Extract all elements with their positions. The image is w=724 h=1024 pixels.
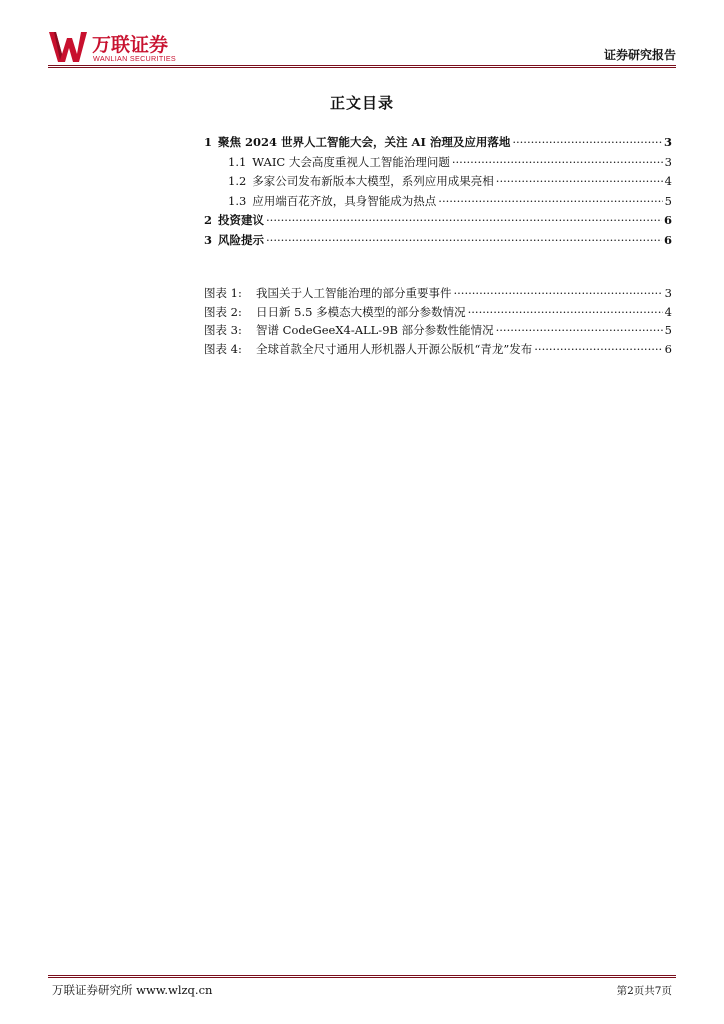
- dot-leader: [452, 155, 663, 167]
- logo-chinese-name: 万联证券: [92, 34, 169, 56]
- toc-entry[interactable]: [204, 134, 672, 154]
- figure-entry-label: 图表 3:: [204, 323, 242, 337]
- dot-leader: [468, 305, 663, 317]
- toc-entry-number: 1.1: [228, 154, 247, 169]
- toc-entry-page: 6: [663, 213, 672, 228]
- figure-list: [204, 285, 672, 359]
- footer-divider: [48, 975, 676, 976]
- figure-entry-title: 日日新 5.5 多模态大模型的部分参数情况: [256, 304, 466, 319]
- figure-entry[interactable]: [204, 341, 672, 360]
- figure-entry-page: 3: [664, 286, 672, 300]
- dot-leader: [266, 233, 662, 245]
- toc-entry-title: 风险提示: [218, 232, 265, 247]
- toc-entry-title: 投资建议: [218, 213, 265, 228]
- dot-leader: [496, 323, 663, 335]
- toc-entry-number: 3: [204, 232, 213, 247]
- figure-entry-page: 5: [664, 323, 672, 337]
- toc-entry[interactable]: [204, 173, 672, 193]
- footer-divider-secondary: [48, 977, 676, 978]
- toc-entry[interactable]: [204, 212, 672, 232]
- dot-leader: [534, 342, 662, 354]
- figure-entry-title: 我国关于人工智能治理的部分重要事件: [256, 286, 452, 300]
- toc-entry-page: 3: [664, 154, 672, 169]
- toc-entry[interactable]: [204, 193, 672, 213]
- figure-entry-label: 图表 1:: [204, 286, 242, 300]
- page-header: [48, 30, 676, 66]
- figure-entry[interactable]: [204, 285, 672, 304]
- toc-entry[interactable]: [204, 232, 672, 252]
- toc-entry[interactable]: [204, 154, 672, 174]
- dot-leader: [512, 135, 662, 147]
- toc-entry-number: 1: [204, 135, 213, 149]
- wanlian-logo-icon: [48, 30, 88, 64]
- toc-entry-title: 聚焦 2024 世界人工智能大会，关注 AI 治理及应用落地: [218, 135, 511, 149]
- dot-leader: [454, 286, 663, 298]
- table-of-contents: [204, 134, 672, 252]
- dot-leader: [438, 194, 662, 206]
- report-type-label: 证券研究报告: [603, 48, 676, 62]
- footer-source: 万联证券研究所 www.wlzq.cn: [52, 983, 213, 997]
- toc-entry-number: 1.3: [228, 193, 247, 208]
- toc-entry-number: 1.2: [228, 174, 247, 189]
- header-divider: [48, 65, 676, 66]
- dot-leader: [266, 213, 662, 225]
- toc-title: 正文目录: [329, 94, 394, 112]
- figure-entry-title: 智谱 CodeGeeX4-ALL-9B 部分参数性能情况: [256, 323, 494, 337]
- toc-entry-title: 多家公司发布新版本大模型，系列应用成果亮相: [252, 174, 494, 189]
- figure-entry-page: 6: [664, 341, 672, 356]
- toc-entry-page: 6: [663, 232, 672, 247]
- figure-entry-page: 4: [664, 304, 672, 319]
- figure-entry-title: 全球首款全尺寸通用人形机器人开源公版机“青龙”发布: [256, 341, 533, 356]
- figure-entry[interactable]: [204, 304, 672, 323]
- figure-entry[interactable]: [204, 322, 672, 341]
- toc-entry-page: 3: [663, 135, 672, 149]
- figure-entry-label: 图表 4:: [204, 341, 242, 356]
- toc-entry-title: 应用端百花齐放，具身智能成为热点: [252, 193, 437, 208]
- header-divider-secondary: [48, 67, 676, 68]
- logo-english-name: WANLIAN SECURITIES: [93, 54, 177, 63]
- dot-leader: [496, 174, 663, 186]
- figure-entry-label: 图表 2:: [204, 304, 242, 319]
- toc-entry-number: 2: [204, 213, 213, 228]
- toc-entry-page: 4: [664, 174, 672, 189]
- toc-entry-title: WAIC 大会高度重视人工智能治理问题: [252, 154, 450, 169]
- page-number: 第2页共7页: [616, 985, 672, 997]
- toc-entry-page: 5: [664, 193, 672, 208]
